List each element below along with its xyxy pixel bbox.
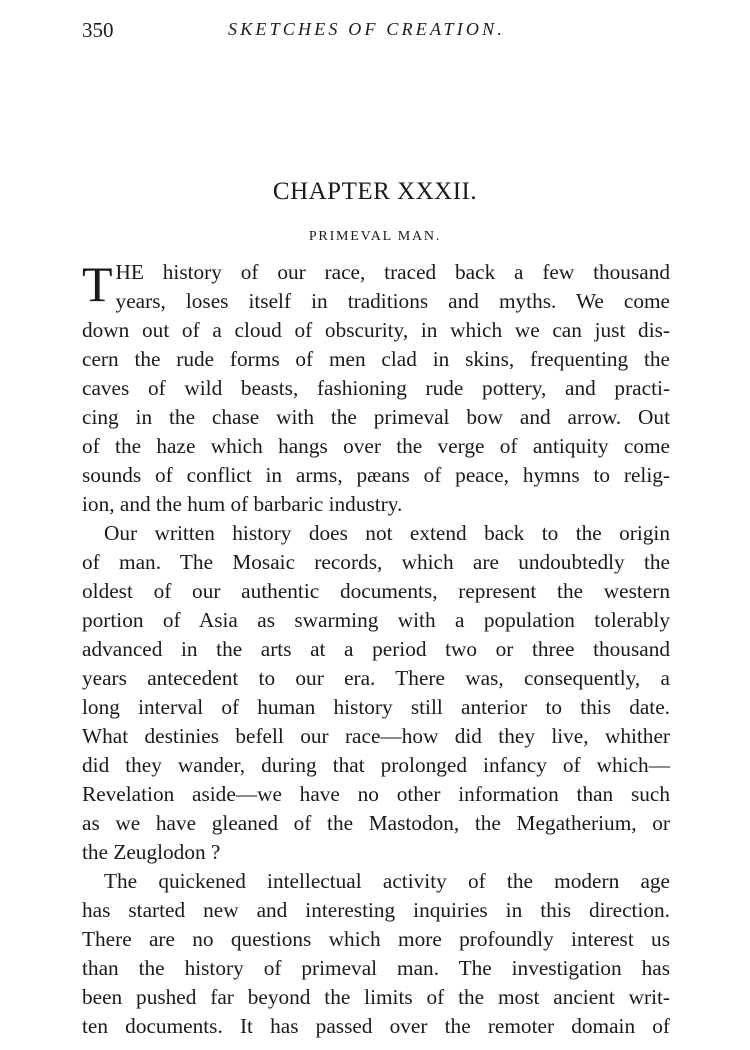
text-line: than the history of primeval man. The investigation has [82,956,670,980]
paragraph-2 [82,519,670,867]
running-title: SKETCHES OF CREATION. [228,19,506,39]
paragraph-3 [82,867,670,1041]
running-head [82,18,670,46]
paragraph-1 [82,258,670,519]
text-line: ion, and the hum of barbaric industry. [82,492,403,516]
text-line: Our written history does not extend back to the origin [104,521,670,545]
drop-cap: T [82,256,113,312]
page-number: 350 [82,18,114,42]
text-line: has started new and interesting inquiries in this direction. [82,898,670,922]
text-line: as we have gleaned of the Mastodon, the Megatherium, or [82,811,670,835]
text-line: down out of a cloud of obscurity, in which we can just dis- [82,318,670,342]
text-line: advanced in the arts at a period two or three thousand [82,637,670,661]
text-line: long interval of human history still anterior to this date. [82,695,670,719]
text-line: cern the rude forms of men clad in skins, frequenting the [82,347,670,371]
text-line: of man. The Mosaic records, which are undoubtedly the [82,550,670,574]
text-line: What destinies befell our race—how did they live, whither [82,724,670,748]
text-line: of the haze which hangs over the verge of antiquity come [82,434,670,458]
text-line: cing in the chase with the primeval bow and arrow. Out [82,405,670,429]
text-line: been pushed far beyond the limits of the most ancient writ- [82,985,670,1009]
text-line: caves of wild beasts, fashioning rude pottery, and practi- [82,376,670,400]
text-line: There are no questions which more profoundly interest us [82,927,670,951]
body-text [82,258,670,1041]
text-line: sounds of conflict in arms, pæans of peace, hymns to relig- [82,463,670,487]
text-line: did they wander, during that prolonged infancy of which— [82,753,670,777]
chapter-subtitle: PRIMEVAL MAN. [308,229,442,244]
text-line: oldest of our authentic documents, represent the western [82,579,670,603]
text-line: portion of Asia as swarming with a population tolerably [82,608,670,632]
text-line: HE history of our race, traced back a few thousand [115,260,670,284]
chapter-title: CHAPTER XXXII. [272,178,478,205]
text-line: the Zeuglodon ? [82,840,221,864]
text-line: ten documents. It has passed over the remoter domain of [82,1014,670,1038]
text-line: years antecedent to our era. There was, consequently, a [82,666,670,690]
text-line: Revelation aside—we have no other information than such [82,782,670,806]
text-line: years, loses itself in traditions and myths. We come [115,289,670,313]
text-line: The quickened intellectual activity of the modern age [104,869,670,893]
